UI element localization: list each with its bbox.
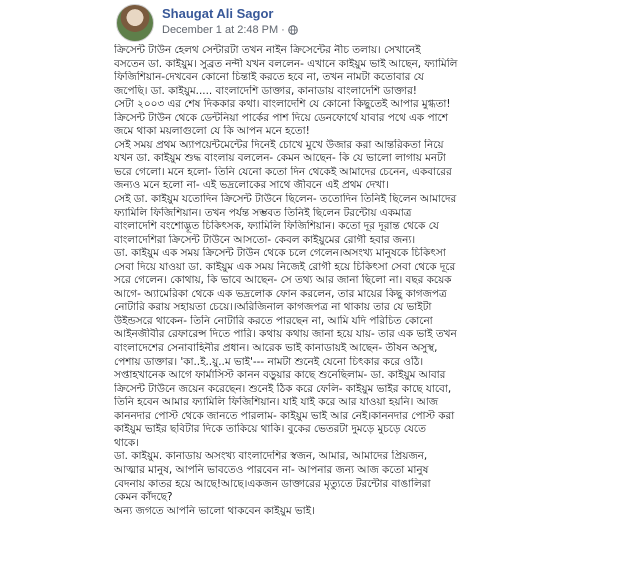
post-text-line: কাননদার পোস্ট থেকে জানতে পারলাম- কাইয়ুম ভাই আর নেই।কাননদার পোস্ট করা: [114, 409, 455, 422]
post-text-line: সেই সময় প্রথম অ্যাপয়েন্টমেন্টের দিনেই চোখে মুখে উজার করা আন্তরিকতা নিয়ে: [114, 138, 444, 151]
post-body: [114, 44, 608, 518]
avatar[interactable]: [116, 4, 154, 42]
post-text-line: কেমন কাঁদছে?: [114, 491, 173, 504]
post-text-line: ফিজিশিয়ান-দেখবেন কোনো চিন্তাই করতে হবে না, তখন নামটা কতোবার যে: [114, 71, 424, 84]
post-text-line: যখন ডা. কাইয়ুম শুদ্ধ বাংলায় বললেন- কেমন আছেন- কি যে ভালো লাগায় মনটা: [114, 152, 446, 165]
post-text-line: ফ্যামিলি ফিজিশিয়ান। তখন পর্যন্ত সম্ভবত তিনিই ছিলেন টরন্টোয় একমাত্র: [114, 206, 412, 219]
post-text-line: সেবা দিয়ে যাওয়া ডা. কাইয়ুম এক সময় নিজেই রোগী হয়ে চিকিৎসা সেবা থেকে দূরে: [114, 260, 456, 273]
post-text-line: ডা. কাইয়ুম. কানাডায় অসংখ্য বাংলাদেশির স্বজন, আমার, আমাদের প্রিয়জন,: [114, 450, 428, 463]
post-text-line: কাইয়ুম ভাইর ছবিটার দিকে তাকিয়ে থাকি। বুকের ভেতরটা দুমড়ে মুচড়ে যেতে: [114, 423, 426, 436]
post-text-line: সরে গেলেন। কোথায়, কি ভাবে আছেন- সে তথ্য আর জানা ছিলো না। বছর কয়েক: [114, 274, 452, 287]
post-text-line: সেই ডা. কাইয়ুম যতোদিন ক্রিসেন্ট টাউনে ছিলেন- ততোদিন তিনিই ছিলেন আমাদের: [114, 193, 457, 206]
post-text-line: অন্য জগতে আপনি ভালো থাকবেন কাইয়ুম ভাই।: [114, 504, 315, 517]
separator-dot: ·: [281, 24, 285, 36]
post-text-line: আগে- অ্যামেরিকা থেকে এক ভদ্রলোক ফোন করলেন, তার মায়ের কিছু কাগজপত্র: [114, 287, 447, 300]
post-text-line: নোটারি করায় সহায়তা চেয়ে।।অরিজিনাল কাগজপত্র না থাকায় তার যে ভাইটা: [114, 301, 432, 314]
post-text-line: বেদনায় কাতর হয়ে আছে!আছে।একজন ডাক্তারের মৃত্যুতে টরন্টোর বাঙালিরা: [114, 477, 431, 490]
post-text-line: জন্যও মনে হলো না- এই ভদ্রলোকের সাথে জীবনে এই প্রথম দেখা।: [114, 179, 389, 192]
globe-icon[interactable]: [288, 25, 298, 35]
post-text-line: বাংলাদেশিরা ক্রিসেন্ট টাউনে আসতো- কেবল কাইয়ুমের রোগী হবার জন্য।: [114, 233, 416, 246]
timestamp[interactable]: December 1 at 2:48 PM: [162, 24, 279, 36]
post-text-line: ভরে গেলো। মনে হলো- তিনি যেনো কতো দিন থেকেই আমাদের চেনেন, একবারের: [114, 165, 452, 178]
post-text-line: ক্রিসেন্ট টাউন থেকে ডেন্টনিয়া পার্কের পাশ দিয়ে ডেনফোর্থে যাবার পথে এক পাশে: [114, 111, 448, 124]
post-text-line: পেশায় ডাক্তার। 'কা..ই..য়ু..ম ভাই'--- নামটা শুনেই যেনো চিৎকার করে ওঠি।: [114, 355, 424, 368]
post-text-line: সপ্তাহখানেক আগে ফার্মাসিস্ট কানন বড়ুয়ার কাছে শুনেছিলাম- ডা. কাইয়ুম আবার: [114, 369, 446, 382]
post-text-line: বসতেন ডা. কাইয়ুম। সুব্রত নন্দী যখন বললেন- এখানে কাইয়ুম ভাই আছেন, ফ্যামিলি: [114, 57, 458, 70]
post-text-line: উইন্ডসরে থাকেন- তিনি নোটারি করতে পারছেন না, আমি যদি পরিচিত কোনো: [114, 314, 433, 327]
timestamp-row: [162, 23, 298, 37]
post-text-line: আত্মার মানুষ, আপনি ভাবতেও পারবেন না- আপনার জন্য আজ কতো মানুষ: [114, 463, 429, 476]
post-text-line: ক্রিসেন্ট টাউনে জয়েন করেছেন। শুনেই ঠিক করে ফেলি- কাইয়ুম ভাইর কাছে যাবো,: [114, 382, 452, 395]
author-name[interactable]: Shaugat Ali Sagor: [162, 6, 274, 21]
post-text-line: থাকে।: [114, 436, 139, 449]
post-text-line: তিনি হবেন আমার ফ্যামিলি ফিজিশিয়ান। যাই যাই করে আর যাওয়া হয়নি। আজ: [114, 396, 439, 409]
post-header: [116, 4, 298, 42]
post-text-line: জমে থাকা ময়লাগুলো যে কি আপন মনে হতো!: [114, 125, 310, 138]
post-text-line: ডা. কাইয়ুম এক সময় ক্রিসেন্ট টাউন থেকে চলে গেলেন।অসংখ্য মানুষকে চিকিৎসা: [114, 247, 446, 260]
post-text-line: বাংলাদেশের সেনাবাহিনীর প্রধান। আরেক ভাই কানাডায়ই আছেন- তীষন অসুস্থ,: [114, 342, 438, 355]
post-text-line: ক্রিসেন্ট টাউন হেলথ সেন্টারটা তখন নাইন ক্রিসেন্টের নীচ তলায়। সেখানেই: [114, 44, 421, 56]
post-text-line: বাংলাদেশি বংশোদ্ভূত চিকিৎসক, ফ্যামিলি ফিজিশিয়ান। কতো দূর দূরান্ত থেকে যে: [114, 220, 439, 233]
post-meta: [162, 4, 298, 37]
post-text-line: আইনজীবীর রেফারেন্স দিতে পারি। কথায় কথায় জানা হয়ে যায়- তার এক ভাই তখন: [114, 328, 457, 341]
post-text-line: সেটা ২০০৩ এর শেষ দিককার কথা। বাংলাদেশি যে কোনো কিছুতেই আপার মুগ্ধতা!: [114, 98, 451, 111]
post-text-line: জপেছি। ডা. কাইয়ুম..... বাংলাদেশি ডাক্তার, কানাডায় বাংলাদেশি ডাক্তার!: [114, 84, 417, 97]
